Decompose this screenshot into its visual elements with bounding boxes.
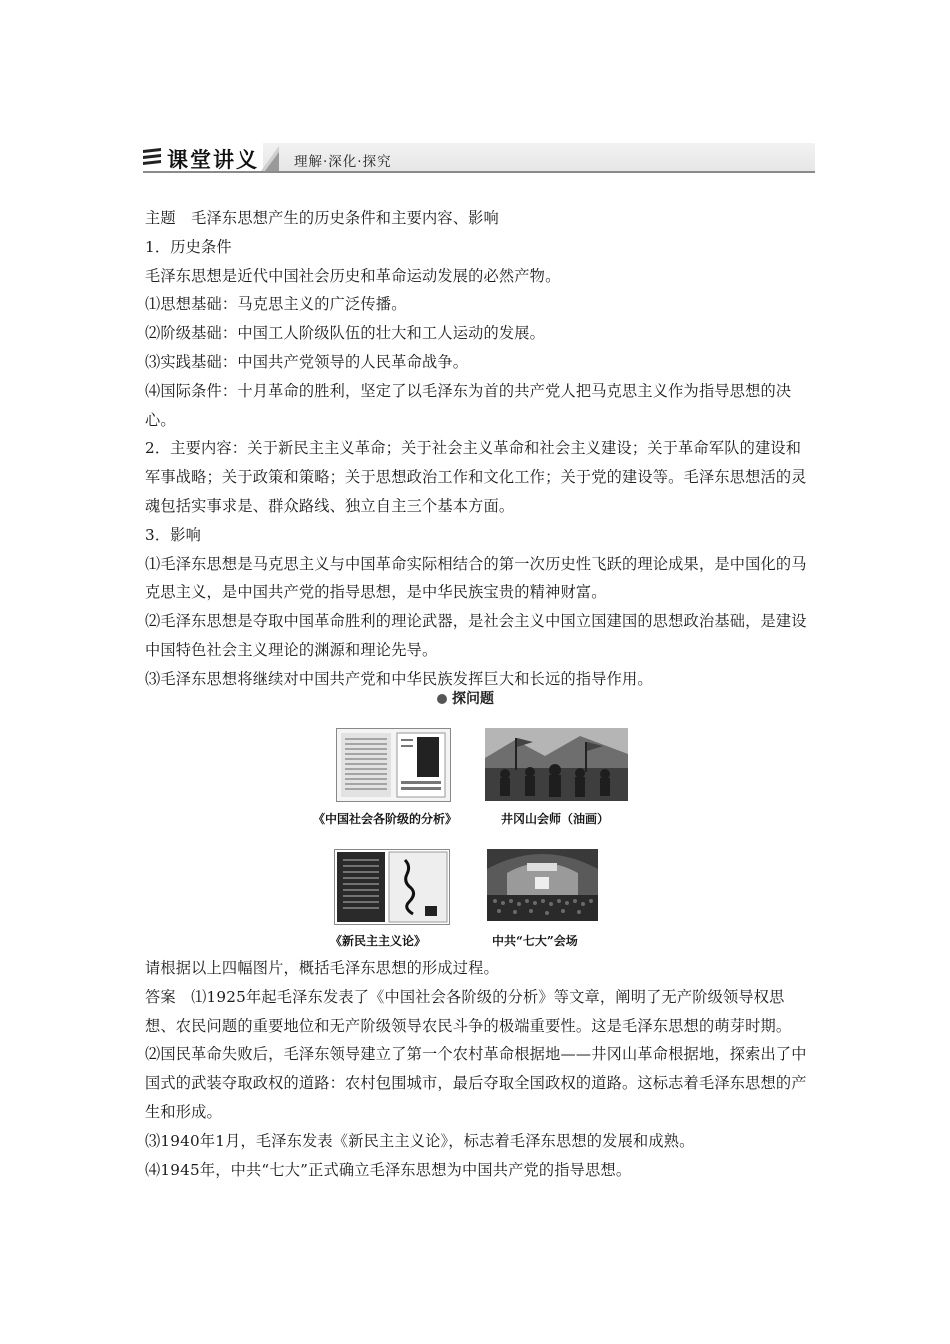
answer-paragraph: ⑵国民革命失败后，毛泽东领导建立了第一个农村革命根据地——井冈山革命根据地，探索出了中国式的武装夺取政权的道路：农村包围城市，最后夺取全国政权的道路。这标志着毛泽东思想的产生和形成。 [145,1045,807,1121]
heading-history: 1．历史条件 [145,237,232,256]
answer-paragraph: 答案 ⑴1925年起毛泽东发表了《中国社会各阶级的分析》等文章，阐明了无产阶级领导权思想、农民问题的重要地位和无产阶级领导农民斗争的极端重要性。这是毛泽东思想的萌芽时期。 [145,987,792,1035]
explore-heading [437,688,494,708]
oil-painting-image [485,728,628,801]
paragraph: ⑵阶级基础：中国工人阶级队伍的壮大和工人运动的发展。 [145,324,546,343]
stripes-icon [143,148,163,168]
heading-influence: 3．影响 [145,525,202,544]
main-content [145,204,815,694]
banner-subtitle: 理解·深化·探究 [294,154,392,170]
paragraph-main-content: 2．主要内容：关于新民主主义革命；关于社会主义革命和社会主义建设；关于革命军队的建设和军事战略；关于政策和策略；关于思想政治工作和文化工作；关于党的建设等。毛泽东思想活的灵魂包括实事求是、群众路线、独立自主三个基本方面。 [145,439,807,515]
corner-wedge-icon [261,146,279,171]
paragraph: ⑶毛泽东思想将继续对中国共产党和中华民族发挥巨大和长远的指导作用。 [145,669,653,688]
banner-title: 课堂讲义 [167,148,259,172]
paragraph: ⑴思想基础：马克思主义的广泛传播。 [145,295,407,314]
caption-article: 《中国社会各阶级的分析》 [313,812,458,826]
topic-heading: 主题 毛泽东思想产生的历史条件和主要内容、影响 [145,209,499,227]
caption-conference: 中共“七大”会场 [492,934,578,948]
explore-label: 探问题 [452,691,494,707]
paragraph: ⑷国际条件：十月革命的胜利，坚定了以毛泽东为首的共产党人把马克思主义作为指导思想的决心。 [145,381,792,429]
section-banner [143,140,815,174]
paragraph: ⑵毛泽东思想是夺取中国革命胜利的理论武器，是社会主义中国立国建国的思想政治基础，是建设中国特色社会主义理论的渊源和理论先导。 [145,612,807,659]
caption-book: 《新民主主义论》 [330,934,427,948]
answer-paragraph: ⑷1945年，中共“七大”正式确立毛泽东思想为中国共产党的指导思想。 [145,1160,632,1179]
caption-painting: 井冈山会师（油画） [501,812,610,826]
conference-hall-image [487,849,598,921]
paragraph: ⑶实践基础：中国共产党领导的人民革命战争。 [145,352,469,371]
paragraph: ⑴毛泽东思想是马克思主义与中国革命实际相结合的第一次历史性飞跃的理论成果，是中国化的马克思主义，是中国共产党的指导思想，是中华民族宝贵的精神财富。 [145,554,807,602]
paragraph: 毛泽东思想是近代中国社会历史和革命运动发展的必然产物。 [145,266,561,285]
answer-section [145,954,815,1184]
question-text: 请根据以上四幅图片，概括毛泽东思想的形成过程。 [145,959,499,977]
answer-paragraph: ⑶1940年1月，毛泽东发表《新民主主义论》，标志着毛泽东思想的发展和成熟。 [145,1131,695,1150]
bullet-icon [437,694,447,704]
book-cover-image [334,849,450,925]
article-scan-image [336,728,451,802]
